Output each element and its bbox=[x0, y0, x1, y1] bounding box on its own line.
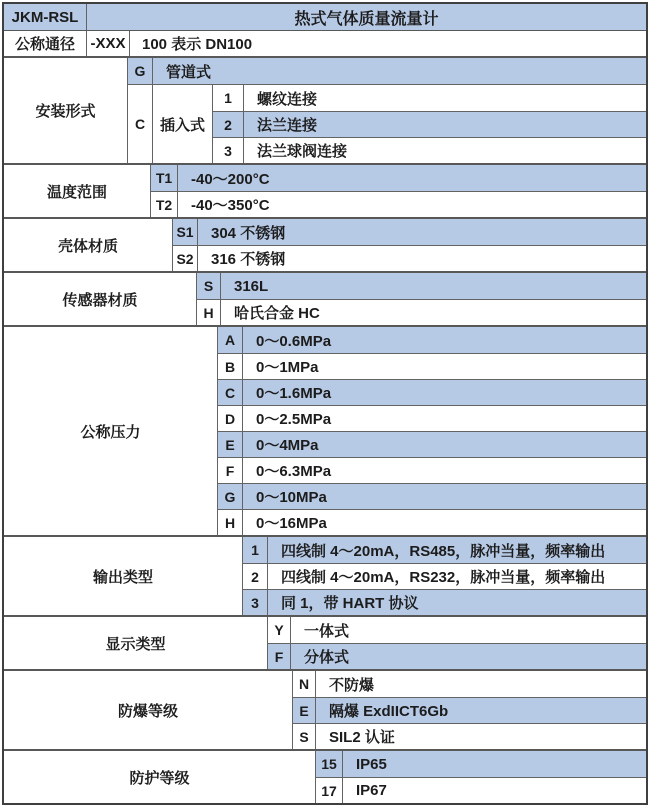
option-row bbox=[173, 245, 646, 271]
option-row bbox=[197, 299, 646, 325]
group-label-output: 输出类型 bbox=[4, 537, 243, 615]
option-value: 0～6.3MPa bbox=[256, 463, 332, 480]
option-value: -40～200°C bbox=[191, 170, 270, 188]
option-value: 0～10MPa bbox=[256, 489, 327, 506]
group-label-display: 显示类型 bbox=[4, 617, 268, 669]
option-value: 0～16MPa bbox=[256, 515, 327, 532]
option-code: H bbox=[218, 510, 243, 535]
option-code: F bbox=[268, 644, 291, 669]
group-pressure bbox=[4, 325, 646, 535]
option-row bbox=[218, 483, 646, 509]
option-value: 管道式 bbox=[166, 63, 212, 81]
option-row bbox=[218, 509, 646, 535]
option-value: 316L bbox=[234, 277, 269, 295]
option-code: T2 bbox=[151, 192, 178, 217]
option-code: 1 bbox=[213, 85, 244, 111]
option-code: 3 bbox=[213, 138, 244, 163]
option-value: IP65 bbox=[356, 755, 387, 773]
option-row bbox=[268, 643, 646, 669]
option-value: 0～1MPa bbox=[256, 359, 319, 376]
option-value: 0～0.6MPa bbox=[256, 332, 332, 350]
option-row bbox=[293, 723, 646, 749]
option-code: 1 bbox=[243, 537, 268, 563]
option-value: -40～350°C bbox=[191, 197, 270, 214]
option-row bbox=[151, 191, 646, 217]
option-code: N bbox=[293, 671, 316, 697]
option-value: 0～1.6MPa bbox=[256, 385, 332, 402]
option-row bbox=[293, 697, 646, 723]
group-label-protection: 防护等级 bbox=[4, 751, 316, 803]
option-row bbox=[316, 777, 646, 803]
group-sensor bbox=[4, 271, 646, 325]
option-row bbox=[218, 431, 646, 457]
group-display bbox=[4, 615, 646, 669]
option-row bbox=[316, 751, 646, 777]
group-label-install: 安装形式 bbox=[4, 58, 128, 163]
option-value: 不防爆 bbox=[329, 676, 375, 694]
group-install bbox=[4, 56, 646, 163]
group-housing bbox=[4, 217, 646, 271]
option-value: 316 不锈钢 bbox=[211, 251, 286, 268]
group-output bbox=[4, 535, 646, 615]
group-protection bbox=[4, 749, 646, 803]
diameter-desc: 100 表示 DN100 bbox=[142, 36, 253, 53]
diameter-row bbox=[4, 30, 646, 56]
option-code: C bbox=[128, 85, 153, 163]
group-explosion bbox=[4, 669, 646, 749]
option-row bbox=[243, 589, 646, 615]
option-row bbox=[128, 58, 646, 84]
option-code: 3 bbox=[243, 590, 268, 615]
option-value: SIL2 认证 bbox=[329, 729, 395, 746]
option-row bbox=[218, 457, 646, 483]
option-row bbox=[243, 537, 646, 563]
header-row bbox=[4, 4, 646, 30]
option-row bbox=[218, 353, 646, 379]
option-code: E bbox=[218, 432, 243, 457]
option-code: D bbox=[218, 406, 243, 431]
option-row bbox=[268, 617, 646, 643]
option-code: F bbox=[218, 458, 243, 483]
option-code: 2 bbox=[243, 564, 268, 589]
diameter-code: -XXX bbox=[87, 31, 130, 56]
option-value: 0～4MPa bbox=[256, 437, 319, 454]
option-row bbox=[213, 85, 646, 111]
option-code: E bbox=[293, 698, 316, 723]
option-row bbox=[218, 327, 646, 353]
option-code: S2 bbox=[173, 246, 198, 271]
option-value: 哈氏合金 HC bbox=[234, 305, 320, 322]
option-value: 四线制 4～20mA，RS232，脉冲当量，频率输出 bbox=[281, 569, 606, 586]
option-code: A bbox=[218, 327, 243, 353]
option-code: C bbox=[218, 380, 243, 405]
option-row bbox=[243, 563, 646, 589]
insert-subgroup bbox=[128, 84, 646, 163]
group-label-pressure: 公称压力 bbox=[4, 327, 218, 535]
option-code: H bbox=[197, 300, 221, 325]
option-code: G bbox=[218, 484, 243, 509]
option-code: 15 bbox=[316, 751, 343, 777]
option-row bbox=[218, 379, 646, 405]
option-value: 四线制 4～20mA，RS485，脉冲当量，频率输出 bbox=[281, 542, 606, 560]
group-label-sensor: 传感器材质 bbox=[4, 273, 197, 325]
option-code: 17 bbox=[316, 778, 343, 803]
option-value: 0～2.5MPa bbox=[256, 411, 332, 428]
group-label-explosion: 防爆等级 bbox=[4, 671, 293, 749]
option-row bbox=[218, 405, 646, 431]
option-row bbox=[213, 137, 646, 163]
option-row bbox=[197, 273, 646, 299]
option-value: 分体式 bbox=[304, 649, 350, 666]
option-value: 一体式 bbox=[304, 622, 350, 640]
option-value: 隔爆 ExdIICT6Gb bbox=[329, 703, 449, 720]
option-code: G bbox=[128, 58, 153, 84]
model-code: JKM-RSL bbox=[4, 4, 87, 30]
option-code: S bbox=[293, 724, 316, 749]
option-row bbox=[213, 111, 646, 137]
group-label-housing: 壳体材质 bbox=[4, 219, 173, 271]
option-value: 法兰球阀连接 bbox=[257, 143, 348, 160]
option-row bbox=[151, 165, 646, 191]
subgroup-label-insert: 插入式 bbox=[153, 85, 213, 163]
option-row bbox=[293, 671, 646, 697]
option-value: 螺纹连接 bbox=[257, 90, 318, 108]
diameter-label: 公称通径 bbox=[4, 31, 87, 56]
model-selection-table bbox=[2, 2, 648, 805]
option-code: S1 bbox=[173, 219, 198, 245]
option-code: S bbox=[197, 273, 221, 299]
option-value: 同 1，带 HART 协议 bbox=[281, 595, 419, 612]
option-code: B bbox=[218, 354, 243, 379]
option-code: 2 bbox=[213, 112, 244, 137]
option-value: IP67 bbox=[356, 782, 387, 799]
table-title: 热式气体质量流量计 bbox=[294, 10, 439, 28]
group-temperature bbox=[4, 163, 646, 217]
option-code: T1 bbox=[151, 165, 178, 191]
option-row bbox=[173, 219, 646, 245]
option-value: 304 不锈钢 bbox=[211, 224, 286, 242]
group-label-temperature: 温度范围 bbox=[4, 165, 151, 217]
option-value: 法兰连接 bbox=[257, 117, 318, 134]
option-code: Y bbox=[268, 617, 291, 643]
